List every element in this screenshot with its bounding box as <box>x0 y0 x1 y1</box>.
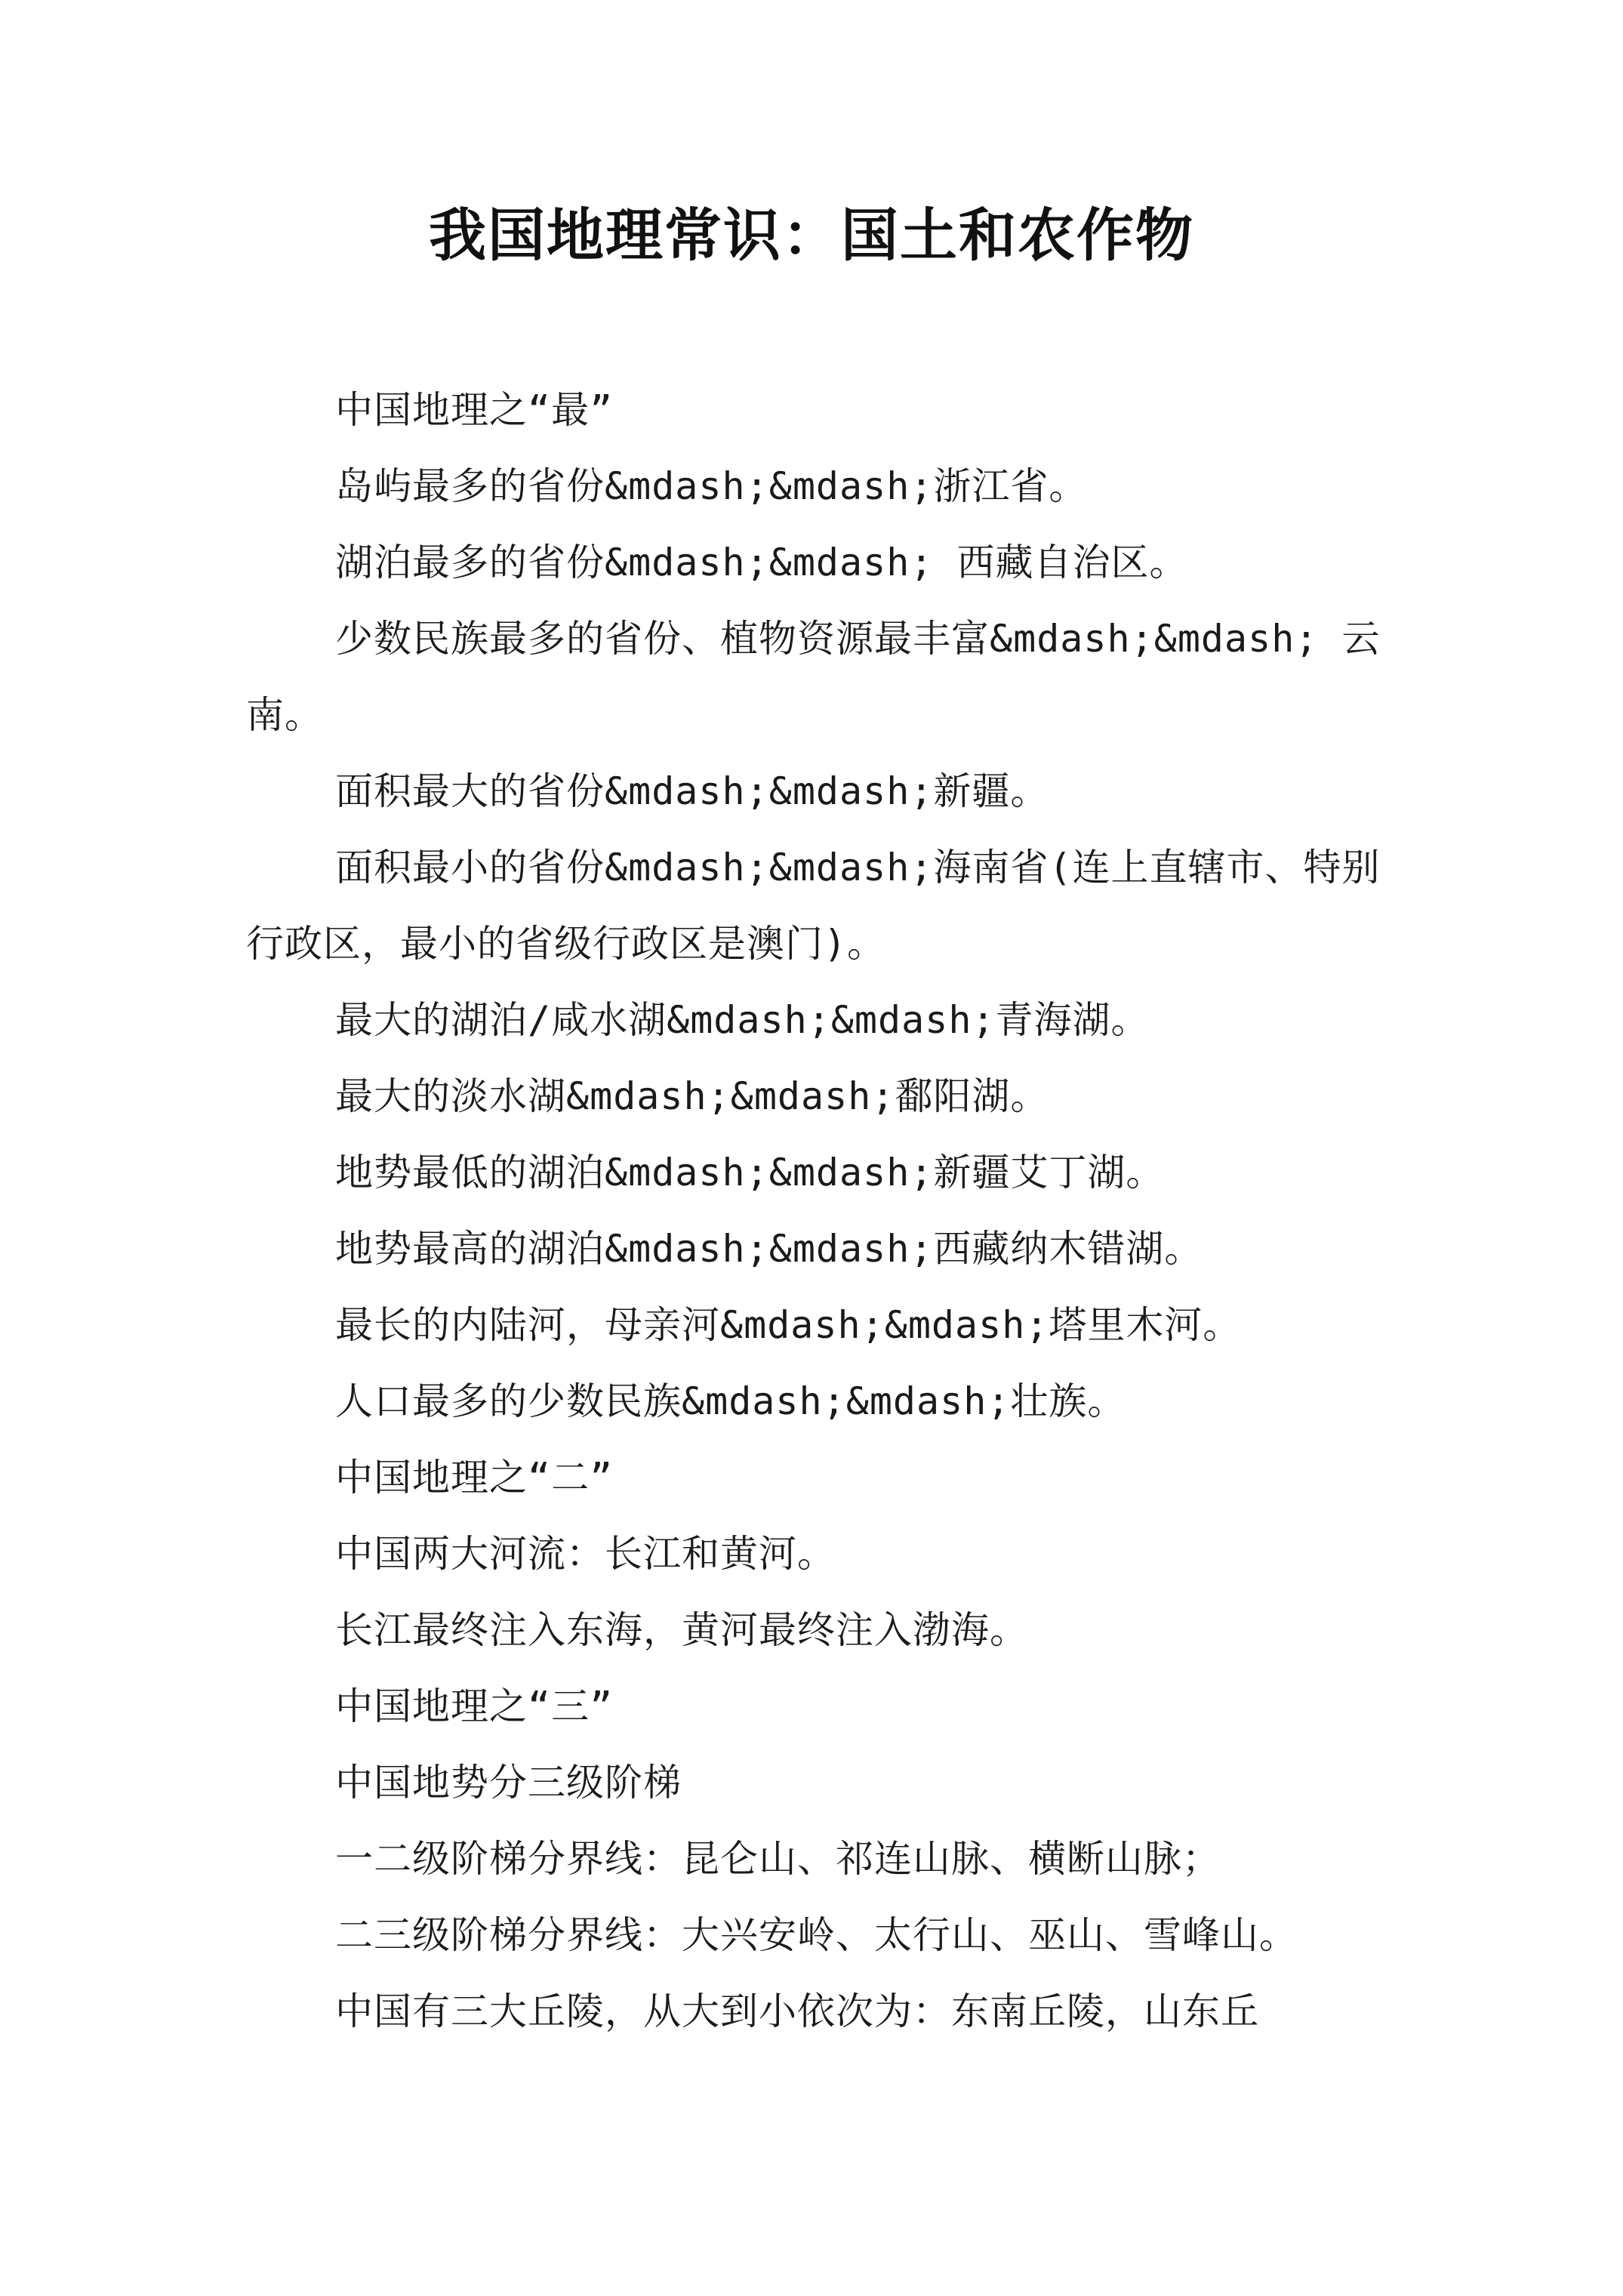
paragraph: 中国两大河流：长江和黄河。 <box>335 1532 836 1576</box>
paragraph: 中国有三大丘陵，从大到小依次为：东南丘陵，山东丘 <box>335 1989 1259 2033</box>
paragraph: 人口最多的少数民族&mdash;&mdash;壮族。 <box>335 1379 1126 1423</box>
paragraph: 中国地理之“三” <box>335 1684 614 1728</box>
paragraph: 少数民族最多的省份、植物资源最丰富&mdash;&mdash; 云南。 <box>246 617 1381 737</box>
paragraph: 面积最大的省份&mdash;&mdash;新疆。 <box>335 769 1049 813</box>
paragraph: 二三级阶梯分界线：大兴安岭、太行山、巫山、雪峰山。 <box>335 1913 1298 1957</box>
paragraph: 中国地理之“最” <box>335 388 614 432</box>
paragraph: 最大的淡水湖&mdash;&mdash;鄱阳湖。 <box>335 1074 1049 1118</box>
document-body <box>246 372 1398 2050</box>
paragraph: 湖泊最多的省份&mdash;&mdash; 西藏自治区。 <box>335 541 1188 584</box>
paragraph: 地势最高的湖泊&mdash;&mdash;西藏纳木错湖。 <box>335 1227 1203 1271</box>
paragraph: 一二级阶梯分界线：昆仑山、祁连山脉、横断山脉； <box>335 1837 1221 1881</box>
paragraph: 岛屿最多的省份&mdash;&mdash;浙江省。 <box>335 464 1088 508</box>
paragraph: 面积最小的省份&mdash;&mdash;海南省(连上直辖市、特别行政区，最小的省级行政区是澳门)。 <box>246 846 1381 966</box>
paragraph: 长江最终注入东海，黄河最终注入渤海。 <box>335 1608 1028 1652</box>
paragraph: 最大的湖泊/咸水湖&mdash;&mdash;青海湖。 <box>335 998 1150 1042</box>
paragraph: 地势最低的湖泊&mdash;&mdash;新疆艾丁湖。 <box>335 1151 1165 1194</box>
paragraph: 最长的内陆河，母亲河&mdash;&mdash;塔里木河。 <box>335 1303 1242 1347</box>
paragraph: 中国地理之“二” <box>335 1456 614 1499</box>
paragraph: 中国地势分三级阶梯 <box>335 1761 682 1804</box>
document-title: 我国地理常识：国土和农作物 <box>429 202 1194 269</box>
